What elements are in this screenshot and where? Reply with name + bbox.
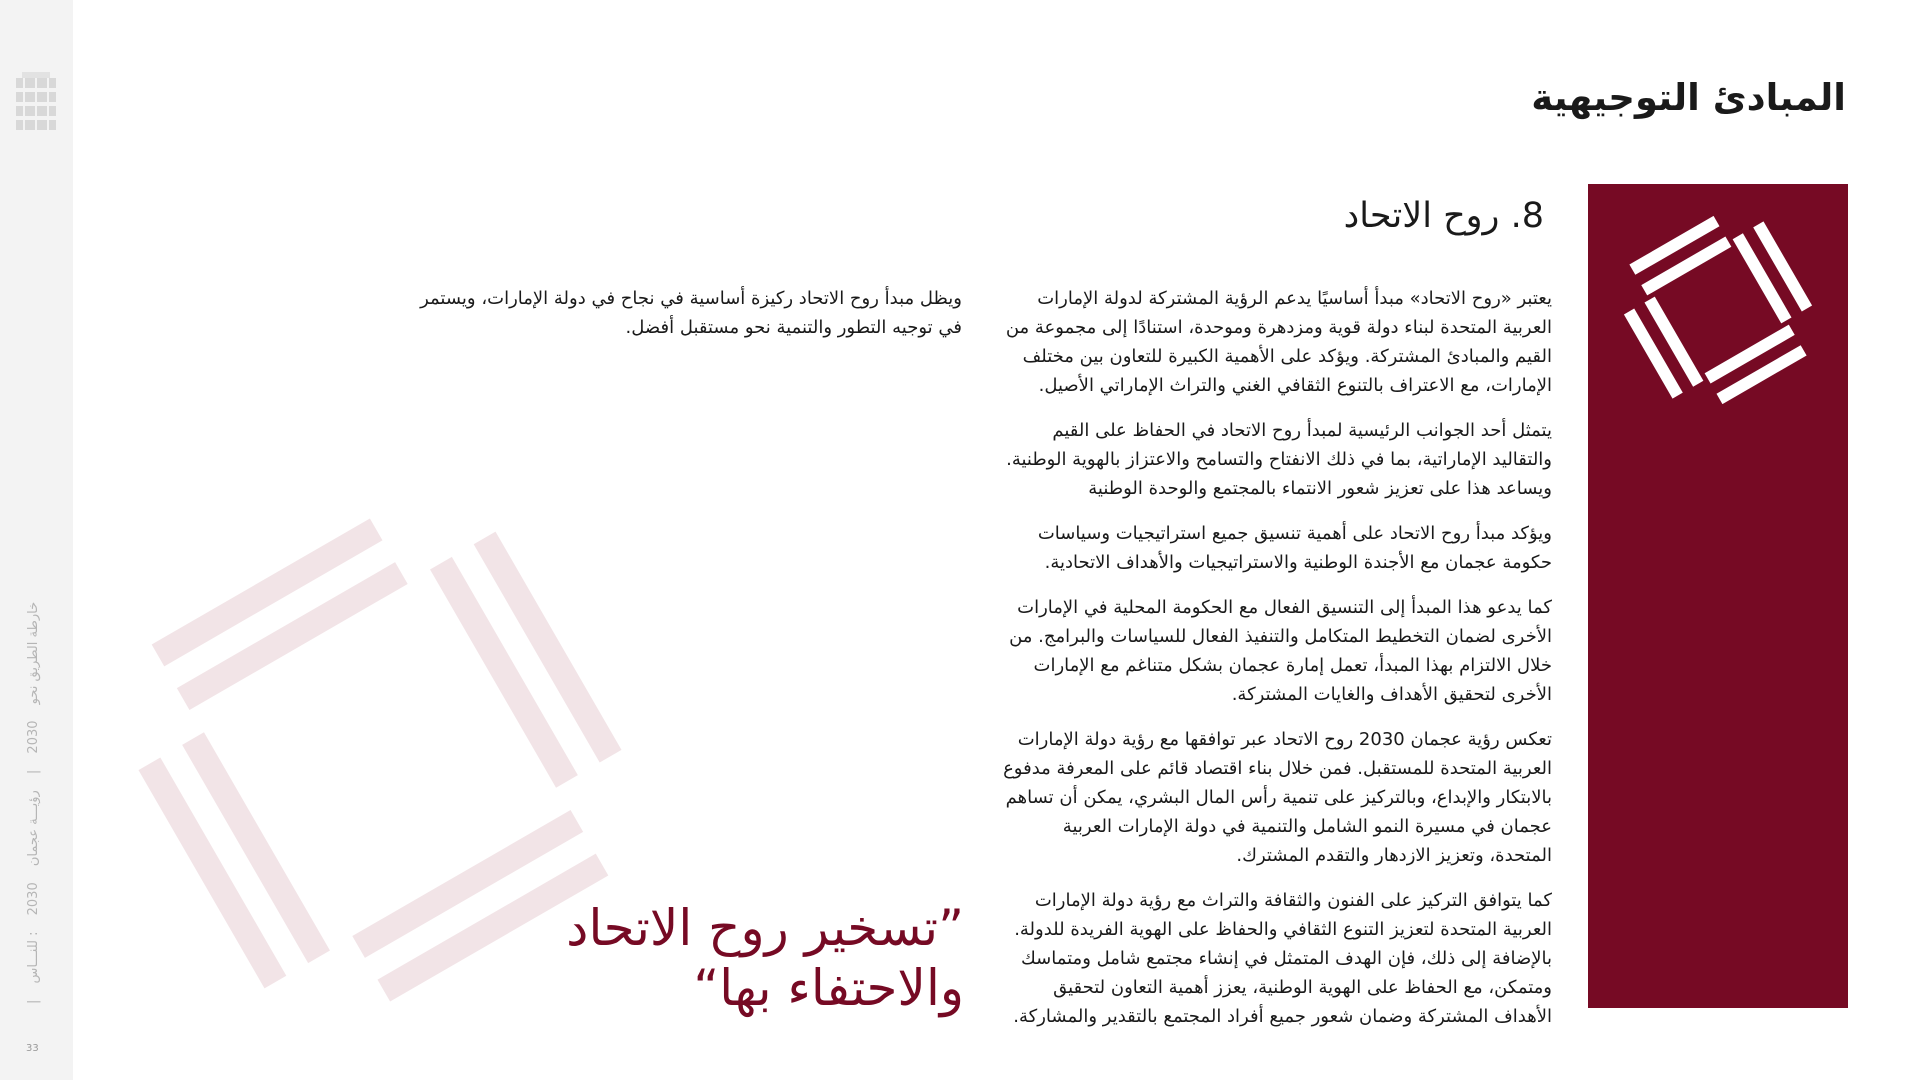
paragraph-culture: كما يتوافق التركيز على الفنون والثقافة والتراث مع رؤية دولة الإمارات العربية المتحدة لتعزيز التنوع الثقافي والحفاظ على الهوية الفريدة للدولة. بالإضافة إلى ذلك، فإن الهدف المتمثل في إنشاء مجتمع شامل ومتماسك ومتمكن، مع الحفاظ على الهوية الوطنية، يعزز أهمية التعاون لتحقيق الأهداف المشتركة وضمان شعور جميع أفراد المجتمع بالتقدير والمشاركة. [1013,890,1552,1027]
union-emblem-icon [1610,202,1826,422]
paragraph-intro: يعتبر «روح الاتحاد» مبدأ أساسيًا يدعم الرؤية المشتركة لدولة الإمارات العربية المتحدة لبناء دولة قوية ومزدهرة وموحدة، استنادًا إلى مجموعة من القيم والمبادئ المشتركة. ويؤكد على الأهمية الكبيرة للتعاون بين مختلف الإمارات، مع الاعتراف بالتنوع الثقافي الغني والتراث الإماراتي الأصيل. [1005,288,1552,396]
sidebar-text-year: 2030 [26,720,41,754]
pull-quote [560,898,964,1018]
sidebar [0,0,73,1080]
section-heading: 8. روح الاتحاد [1343,196,1544,236]
sidebar-divider: | [26,769,41,775]
page-number: 33 [26,1043,39,1054]
maroon-panel [1588,184,1848,1008]
sidebar-vertical-text [26,596,41,1010]
sidebar-text-vision-year: 2030 [26,882,41,916]
sidebar-text-vision: رؤيـــة عجمان [26,790,41,867]
page-title: المبادئ التوجيهية [1531,76,1846,119]
paragraph-vision: تعكس رؤية عجمان 2030 روح الاتحاد عبر توافقها مع رؤية دولة الإمارات العربية المتحدة للمستقبل. فمن خلال بناء اقتصاد قائم على المعرفة مدفوع بالابتكار والإبداع، وبالتركيز على تنمية رأس المال البشري، يمكن أن تساهم عجمان في مسيرة النمو الشامل والتنمية في دولة الإمارات العربية المتحدة، وتعزيز الازدهار والتقدم المشترك. [1003,729,1552,866]
main-text-column [998,284,1552,1047]
paragraph-values: يتمثل أحد الجوانب الرئيسية لمبدأ روح الاتحاد في الحفاظ على القيم والتقاليد الإماراتية، بما في ذلك الانفتاح والتسامح والاعتزاز بالهوية الوطنية. ويساعد هذا على تعزيز شعور الانتماء بالمجتمع والوحدة الوطنية [1006,420,1552,499]
pull-quote-line-2: والاحتفاء بها“ [693,959,964,1017]
paragraph-conclusion: ويظل مبدأ روح الاتحاد ركيزة أساسية في نجاح في دولة الإمارات، ويستمر في توجيه التطور والتنمية نحو مستقبل أفضل. [420,288,962,338]
sidebar-divider: | [26,999,41,1004]
paragraph-coordination: كما يدعو هذا المبدأ إلى التنسيق الفعال مع الحكومة المحلية في الإمارات الأخرى لضمان التخطيط المتكامل والتنفيذ الفعال للسياسات والبرامج. من خلال الالتزام بهذا المبدأ، تعمل إمارة عجمان بشكل متناغم مع الإمارات الأخرى لتحقيق الأهداف والغايات المشتركة. [1009,597,1552,705]
sidebar-text-people: : للنـــاس [26,931,41,984]
paragraph-alignment: ويؤكد مبدأ روح الاتحاد على أهمية تنسيق جميع استراتيجيات وسياسات حكومة عجمان مع الأجندة الوطنية والاستراتيجيات والأهداف الاتحادية. [1037,523,1552,573]
aside-text-column [400,284,962,342]
pull-quote-line-1: ”تسخير روح الاتحاد [566,899,964,957]
building-logo-icon [14,72,58,142]
sidebar-text-roadmap: خارطة الطريق نحو [26,601,41,705]
